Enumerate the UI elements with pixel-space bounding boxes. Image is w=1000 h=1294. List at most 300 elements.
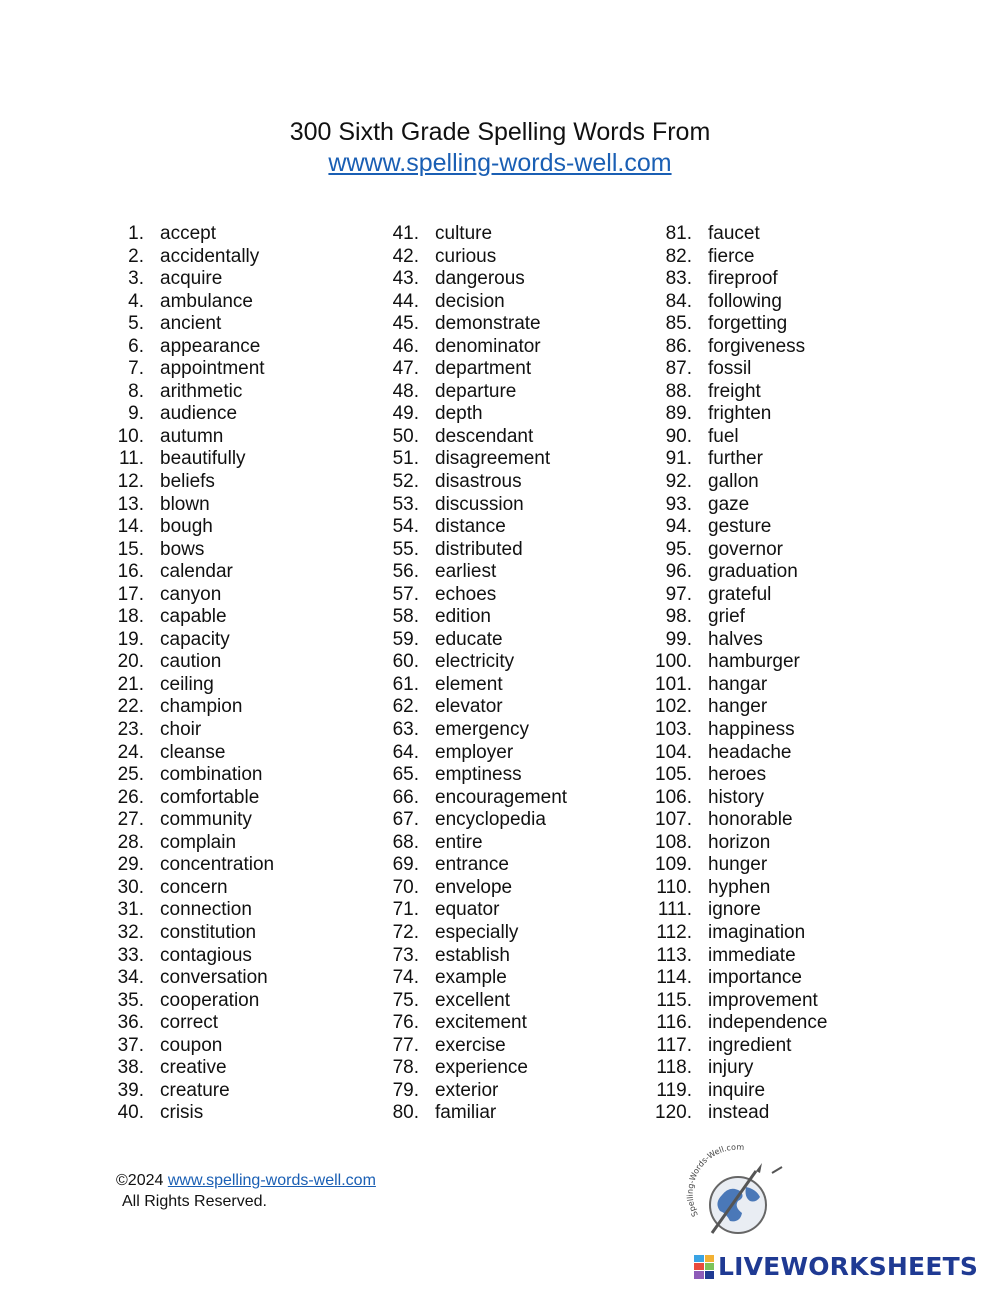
spelling-word: earliest: [435, 561, 497, 583]
spelling-word: hunger: [708, 854, 768, 876]
item-number: 40.: [117, 1102, 144, 1124]
item-number: 53.: [392, 493, 419, 515]
spelling-word: exercise: [435, 1034, 506, 1056]
spelling-word: blown: [160, 493, 210, 515]
list-item: [100, 764, 274, 787]
list-item: [375, 561, 567, 584]
list-item: [375, 696, 567, 719]
item-number: 97.: [665, 583, 692, 605]
item-number: 1.: [128, 223, 144, 244]
item-number: 72.: [392, 921, 419, 943]
spelling-word: bough: [160, 516, 213, 538]
spelling-word: immediate: [708, 944, 796, 966]
spelling-word: experience: [435, 1057, 528, 1079]
list-item: [100, 1035, 274, 1058]
list-item: [648, 1012, 827, 1035]
item-number: 86.: [665, 335, 692, 357]
footer: [116, 1170, 376, 1212]
copyright-text: ©2024: [116, 1172, 164, 1189]
spelling-word: capacity: [160, 628, 230, 650]
spelling-word: entire: [435, 831, 483, 853]
item-number: 23.: [117, 719, 144, 741]
item-number: 115.: [656, 989, 692, 1011]
list-item: [100, 719, 274, 742]
item-number: 66.: [392, 786, 419, 808]
spelling-word: caution: [160, 651, 222, 673]
item-number: 93.: [665, 493, 692, 515]
spelling-word: fossil: [708, 358, 752, 380]
list-item: [100, 787, 274, 810]
list-item: [648, 1080, 827, 1103]
item-number: 101.: [655, 673, 692, 695]
spelling-word: connection: [160, 899, 252, 921]
spelling-word: combination: [160, 764, 263, 786]
list-item: [375, 403, 567, 426]
item-number: 20.: [117, 651, 144, 673]
list-item: [100, 494, 274, 517]
item-number: 82.: [665, 245, 692, 267]
spelling-word: heroes: [708, 764, 767, 786]
spelling-word: frighten: [708, 403, 772, 425]
item-number: 83.: [665, 268, 692, 290]
spelling-word: happiness: [708, 719, 795, 741]
list-item: [100, 291, 274, 314]
list-item: [100, 313, 274, 336]
list-item: [375, 246, 567, 269]
item-number: 34.: [117, 967, 144, 989]
spelling-word: creature: [160, 1079, 230, 1101]
item-number: 58.: [392, 606, 419, 628]
list-item: [648, 764, 827, 787]
list-item: [100, 381, 274, 404]
list-item: [100, 1012, 274, 1035]
spelling-word: entrance: [435, 854, 509, 876]
item-number: 75.: [392, 989, 419, 1011]
spelling-word: forgetting: [708, 313, 788, 335]
item-number: 113.: [656, 944, 692, 966]
spelling-word: appointment: [160, 358, 265, 380]
spelling-word: headache: [708, 741, 792, 763]
list-item: [648, 1035, 827, 1058]
item-number: 108.: [655, 831, 692, 853]
item-number: 99.: [665, 628, 692, 650]
spelling-word: halves: [708, 628, 763, 650]
list-item: [375, 223, 567, 246]
spelling-word: curious: [435, 245, 497, 267]
spelling-word: edition: [435, 606, 491, 628]
spelling-word: bows: [160, 538, 205, 560]
item-number: 74.: [392, 967, 419, 989]
item-number: 49.: [392, 403, 419, 425]
item-number: 67.: [392, 809, 419, 831]
spelling-word: ignore: [708, 899, 761, 921]
list-item: [375, 967, 567, 990]
spelling-word: coupon: [160, 1034, 223, 1056]
list-item: [375, 742, 567, 765]
list-item: [648, 674, 827, 697]
list-item: [100, 561, 274, 584]
item-number: 42.: [392, 245, 419, 267]
list-item: [100, 516, 274, 539]
list-item: [375, 674, 567, 697]
list-item: [648, 967, 827, 990]
spelling-word: grief: [708, 606, 745, 628]
spelling-word: gallon: [708, 471, 759, 493]
list-item: [648, 403, 827, 426]
spelling-word: importance: [708, 967, 802, 989]
spelling-word: beliefs: [160, 471, 215, 493]
list-item: [648, 606, 827, 629]
item-number: 100.: [655, 651, 692, 673]
item-number: 35.: [117, 989, 144, 1011]
list-item: [100, 899, 274, 922]
item-number: 90.: [665, 425, 692, 447]
spelling-word: ingredient: [708, 1034, 792, 1056]
item-number: 28.: [117, 831, 144, 853]
spelling-word: improvement: [708, 989, 818, 1011]
item-number: 64.: [392, 741, 419, 763]
item-number: 63.: [392, 719, 419, 741]
spelling-word: electricity: [435, 651, 515, 673]
item-number: 102.: [655, 696, 692, 718]
item-number: 32.: [117, 921, 144, 943]
list-item: [648, 854, 827, 877]
spelling-word: decision: [435, 290, 505, 312]
list-item: [100, 629, 274, 652]
list-item: [375, 809, 567, 832]
list-item: [375, 1012, 567, 1035]
list-item: [375, 336, 567, 359]
item-number: 10.: [117, 425, 144, 447]
spelling-word: freight: [708, 380, 761, 402]
list-item: [648, 494, 827, 517]
spelling-word: demonstrate: [435, 313, 541, 335]
item-number: 106.: [655, 786, 692, 808]
list-item: [648, 539, 827, 562]
list-item: [648, 291, 827, 314]
spelling-word: elevator: [435, 696, 503, 718]
item-number: 54.: [392, 516, 419, 538]
item-number: 98.: [665, 606, 692, 628]
list-item: [648, 945, 827, 968]
item-number: 52.: [392, 471, 419, 493]
item-number: 4.: [128, 290, 144, 312]
list-item: [648, 809, 827, 832]
spelling-word: fireproof: [708, 268, 778, 290]
title-link-line: [0, 148, 1000, 178]
list-item: [100, 809, 274, 832]
list-item: [648, 651, 827, 674]
spelling-word: beautifully: [160, 448, 246, 470]
spelling-word: capable: [160, 606, 227, 628]
liveworksheets-logo-icon: [694, 1255, 714, 1279]
item-number: 44.: [392, 290, 419, 312]
spelling-word: hanger: [708, 696, 768, 718]
list-item: [648, 1102, 827, 1125]
item-number: 116.: [656, 1012, 692, 1034]
title-link[interactable]: wwww.spelling-words-well.com: [328, 149, 672, 177]
spelling-word: autumn: [160, 425, 224, 447]
item-number: 51.: [392, 448, 419, 470]
item-number: 114.: [656, 967, 692, 989]
list-item: [648, 471, 827, 494]
spelling-word: champion: [160, 696, 243, 718]
item-number: 27.: [117, 809, 144, 831]
spelling-word: department: [435, 358, 532, 380]
item-number: 71.: [392, 899, 419, 921]
spelling-word: excellent: [435, 989, 510, 1011]
list-item: [648, 426, 827, 449]
item-number: 30.: [117, 876, 144, 898]
list-item: [648, 1057, 827, 1080]
item-number: 57.: [392, 583, 419, 605]
item-number: 61.: [392, 673, 419, 695]
item-number: 5.: [128, 313, 144, 335]
spelling-word: distance: [435, 516, 506, 538]
item-number: 43.: [392, 268, 419, 290]
spelling-word: hangar: [708, 673, 768, 695]
list-item: [375, 1102, 567, 1125]
spelling-word: following: [708, 290, 782, 312]
item-number: 31.: [117, 899, 144, 921]
list-item: [648, 561, 827, 584]
spelling-word: especially: [435, 921, 519, 943]
list-item: [100, 854, 274, 877]
item-number: 84.: [665, 290, 692, 312]
item-number: 12.: [117, 471, 144, 493]
list-item: [375, 291, 567, 314]
list-item: [648, 922, 827, 945]
spelling-word: exterior: [435, 1079, 499, 1101]
list-item: [100, 945, 274, 968]
item-number: 95.: [665, 538, 692, 560]
item-number: 76.: [392, 1012, 419, 1034]
list-item: [375, 426, 567, 449]
spelling-word: contagious: [160, 944, 252, 966]
item-number: 92.: [665, 471, 692, 493]
item-number: 78.: [392, 1057, 419, 1079]
list-item: [375, 516, 567, 539]
spelling-word: further: [708, 448, 763, 470]
spelling-word: cooperation: [160, 989, 260, 1011]
item-number: 77.: [392, 1034, 419, 1056]
spelling-word: calendar: [160, 561, 233, 583]
list-item: [648, 719, 827, 742]
list-item: [375, 1035, 567, 1058]
list-item: [100, 584, 274, 607]
spelling-word: instead: [708, 1102, 770, 1124]
spelling-word: descendant: [435, 425, 534, 447]
item-number: 48.: [392, 380, 419, 402]
liveworksheets-brand: [694, 1252, 978, 1281]
list-item: [100, 426, 274, 449]
list-item: [375, 1057, 567, 1080]
item-number: 87.: [665, 358, 692, 380]
spelling-word: establish: [435, 944, 510, 966]
list-item: [100, 742, 274, 765]
spelling-word: audience: [160, 403, 238, 425]
spelling-word: encouragement: [435, 786, 568, 808]
item-number: 19.: [117, 628, 144, 650]
word-column-2: [375, 223, 567, 1125]
list-item: [375, 854, 567, 877]
list-item: [100, 223, 274, 246]
footer-link[interactable]: www.spelling-words-well.com: [167, 1172, 376, 1189]
spelling-word: element: [435, 673, 503, 695]
spelling-word: inquire: [708, 1079, 766, 1101]
list-item: [375, 268, 567, 291]
spelling-word: imagination: [708, 921, 806, 943]
spelling-word: creative: [160, 1057, 227, 1079]
list-item: [375, 471, 567, 494]
spelling-word: governor: [708, 538, 783, 560]
list-item: [648, 584, 827, 607]
item-number: 60.: [392, 651, 419, 673]
item-number: 18.: [117, 606, 144, 628]
item-number: 89.: [665, 403, 692, 425]
list-item: [375, 990, 567, 1013]
item-number: 73.: [392, 944, 419, 966]
list-item: [375, 629, 567, 652]
spelling-word: ancient: [160, 313, 222, 335]
item-number: 38.: [117, 1057, 144, 1079]
item-number: 13.: [117, 493, 144, 515]
liveworksheets-wordmark: LIVEWORKSHEETS: [718, 1252, 979, 1281]
spelling-word: cleanse: [160, 741, 226, 763]
list-item: [375, 606, 567, 629]
list-item: [100, 268, 274, 291]
copyright-line: [116, 1170, 376, 1191]
item-number: 96.: [665, 561, 692, 583]
spelling-word: echoes: [435, 583, 497, 605]
list-item: [100, 336, 274, 359]
spelling-word: accidentally: [160, 245, 260, 267]
list-item: [648, 832, 827, 855]
item-number: 107.: [655, 809, 692, 831]
spelling-word: culture: [435, 223, 493, 244]
item-number: 112.: [656, 921, 692, 943]
spelling-word: community: [160, 809, 252, 831]
spelling-word: distributed: [435, 538, 523, 560]
item-number: 46.: [392, 335, 419, 357]
spelling-word: emergency: [435, 719, 529, 741]
spelling-word: history: [708, 786, 764, 808]
list-item: [375, 539, 567, 562]
item-number: 50.: [392, 425, 419, 447]
spelling-word: disastrous: [435, 471, 522, 493]
spelling-word: canyon: [160, 583, 222, 605]
item-number: 103.: [655, 719, 692, 741]
spelling-word: appearance: [160, 335, 261, 357]
spelling-word: hamburger: [708, 651, 800, 673]
item-number: 21.: [117, 673, 144, 695]
list-item: [100, 539, 274, 562]
list-item: [100, 471, 274, 494]
item-number: 41.: [392, 223, 419, 244]
logo-arc-text: Spelling-Words-Well.com: [685, 1143, 745, 1219]
list-item: [375, 651, 567, 674]
list-item: [375, 945, 567, 968]
item-number: 117.: [656, 1034, 692, 1056]
page-title: 300 Sixth Grade Spelling Words From: [289, 118, 711, 146]
spelling-word: equator: [435, 899, 500, 921]
list-item: [648, 516, 827, 539]
spelling-word: gaze: [708, 493, 750, 515]
list-item: [375, 832, 567, 855]
item-number: 70.: [392, 876, 419, 898]
item-number: 110.: [656, 876, 692, 898]
spelling-word: emptiness: [435, 764, 522, 786]
item-number: 22.: [117, 696, 144, 718]
list-item: [648, 877, 827, 900]
spelling-word: example: [435, 967, 507, 989]
item-number: 36.: [117, 1012, 144, 1034]
spelling-word: choir: [160, 719, 202, 741]
item-number: 109.: [655, 854, 692, 876]
spelling-word: discussion: [435, 493, 524, 515]
list-item: [100, 246, 274, 269]
list-item: [648, 313, 827, 336]
item-number: 91.: [665, 448, 692, 470]
spelling-word: conversation: [160, 967, 268, 989]
item-number: 55.: [392, 538, 419, 560]
list-item: [100, 696, 274, 719]
item-number: 118.: [656, 1057, 692, 1079]
list-item: [648, 899, 827, 922]
item-number: 69.: [392, 854, 419, 876]
spelling-word: dangerous: [435, 268, 525, 290]
list-item: [375, 922, 567, 945]
item-number: 81.: [665, 223, 692, 244]
spelling-word: concentration: [160, 854, 275, 876]
list-item: [100, 922, 274, 945]
spelling-word: depth: [435, 403, 483, 425]
item-number: 65.: [392, 764, 419, 786]
spelling-word: complain: [160, 831, 237, 853]
list-item: [375, 358, 567, 381]
list-item: [100, 1080, 274, 1103]
item-number: 94.: [665, 516, 692, 538]
list-item: [100, 967, 274, 990]
list-item: [375, 494, 567, 517]
spelling-word: concern: [160, 876, 228, 898]
list-item: [100, 1057, 274, 1080]
spelling-word: forgiveness: [708, 335, 806, 357]
spelling-word: injury: [708, 1057, 754, 1079]
spelling-word: arithmetic: [160, 380, 243, 402]
item-number: 26.: [117, 786, 144, 808]
spelling-word: independence: [708, 1012, 828, 1034]
list-item: [648, 336, 827, 359]
item-number: 56.: [392, 561, 419, 583]
list-item: [375, 719, 567, 742]
item-number: 24.: [117, 741, 144, 763]
spelling-word: honorable: [708, 809, 793, 831]
item-number: 80.: [392, 1102, 419, 1124]
list-item: [375, 313, 567, 336]
spelling-word: employer: [435, 741, 514, 763]
item-number: 39.: [117, 1079, 144, 1101]
spelling-word: acquire: [160, 268, 223, 290]
list-item: [100, 651, 274, 674]
item-number: 9.: [128, 403, 144, 425]
list-item: [648, 448, 827, 471]
item-number: 33.: [117, 944, 144, 966]
list-item: [648, 358, 827, 381]
item-number: 105.: [655, 764, 692, 786]
list-item: [375, 764, 567, 787]
list-item: [648, 990, 827, 1013]
